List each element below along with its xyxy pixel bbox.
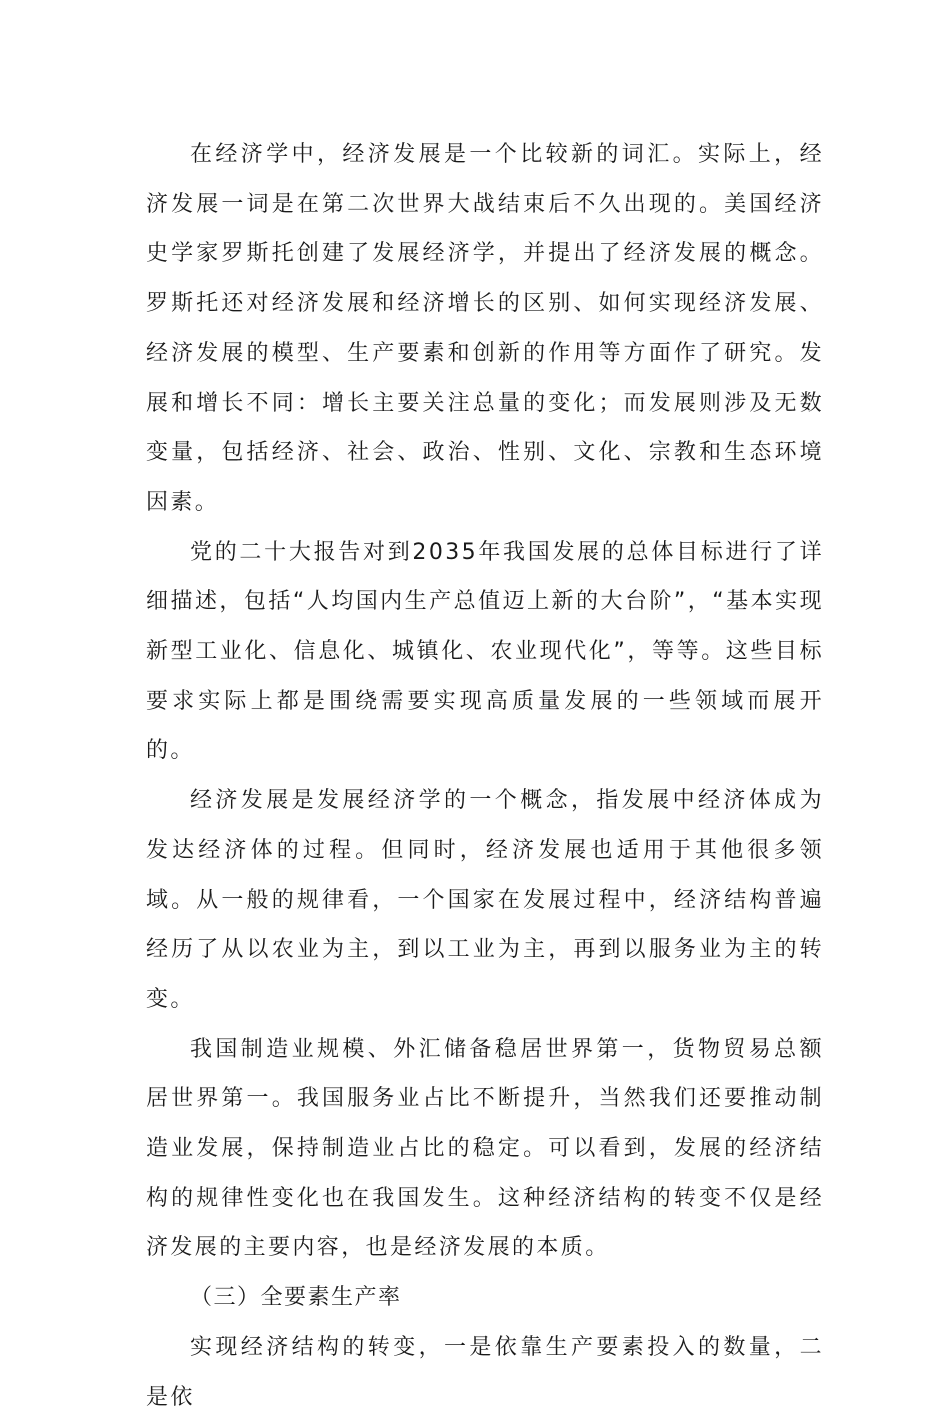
paragraph-2035-goals: 党的二十大报告对到2035年我国发展的总体目标进行了详细描述，包括“人均国内生产总值迈上新的大台阶”，“基本实现新型工业化、信息化、城镇化、农业现代化”，等等。这些目标要求实际上都是围绕需要实现高质量发展的一些领域而展开的。 xyxy=(146,539,824,764)
paragraph-development-economics: 经济发展是发展经济学的一个概念，指发展中经济体成为发达经济体的过程。但同时，经济发展也适用于其他很多领域。从一般的规律看，一个国家在发展过程中，经济结构普遍经历了从以农业为主，到以工业为主，再到以服务业为主的转变。 xyxy=(146,788,824,1012)
paragraph-structural-transformation: 实现经济结构的转变，一是依靠生产要素投入的数量，二是依 xyxy=(146,1334,824,1410)
section-heading: （三）全要素生产率 xyxy=(190,1285,402,1311)
paragraph-economic-development-concept: 在经济学中，经济发展是一个比较新的词汇。实际上，经济发展一词是在第二次世界大战结束后不久出现的。美国经济史学家罗斯托创建了发展经济学，并提出了经济发展的概念。罗斯托还对经济发展和经济增长的区别、如何实现经济发展、经济发展的模型、生产要素和创新的作用等方面作了研究。发展和增长不同：增长主要关注总量的变化；而发展则涉及无数变量，包括经济、社会、政治、性别、文化、宗教和生态环境因素。 xyxy=(146,142,824,515)
paragraph-china-manufacturing: 我国制造业规模、外汇储备稳居世界第一，货物贸易总额居世界第一。我国服务业占比不断提升，当然我们还要推动制造业发展，保持制造业占比的稳定。可以看到，发展的经济结构的规律性变化也在我国发生。这种经济结构的转变不仅是经济发展的主要内容，也是经济发展的本质。 xyxy=(146,1036,824,1261)
document-body xyxy=(146,130,824,1422)
